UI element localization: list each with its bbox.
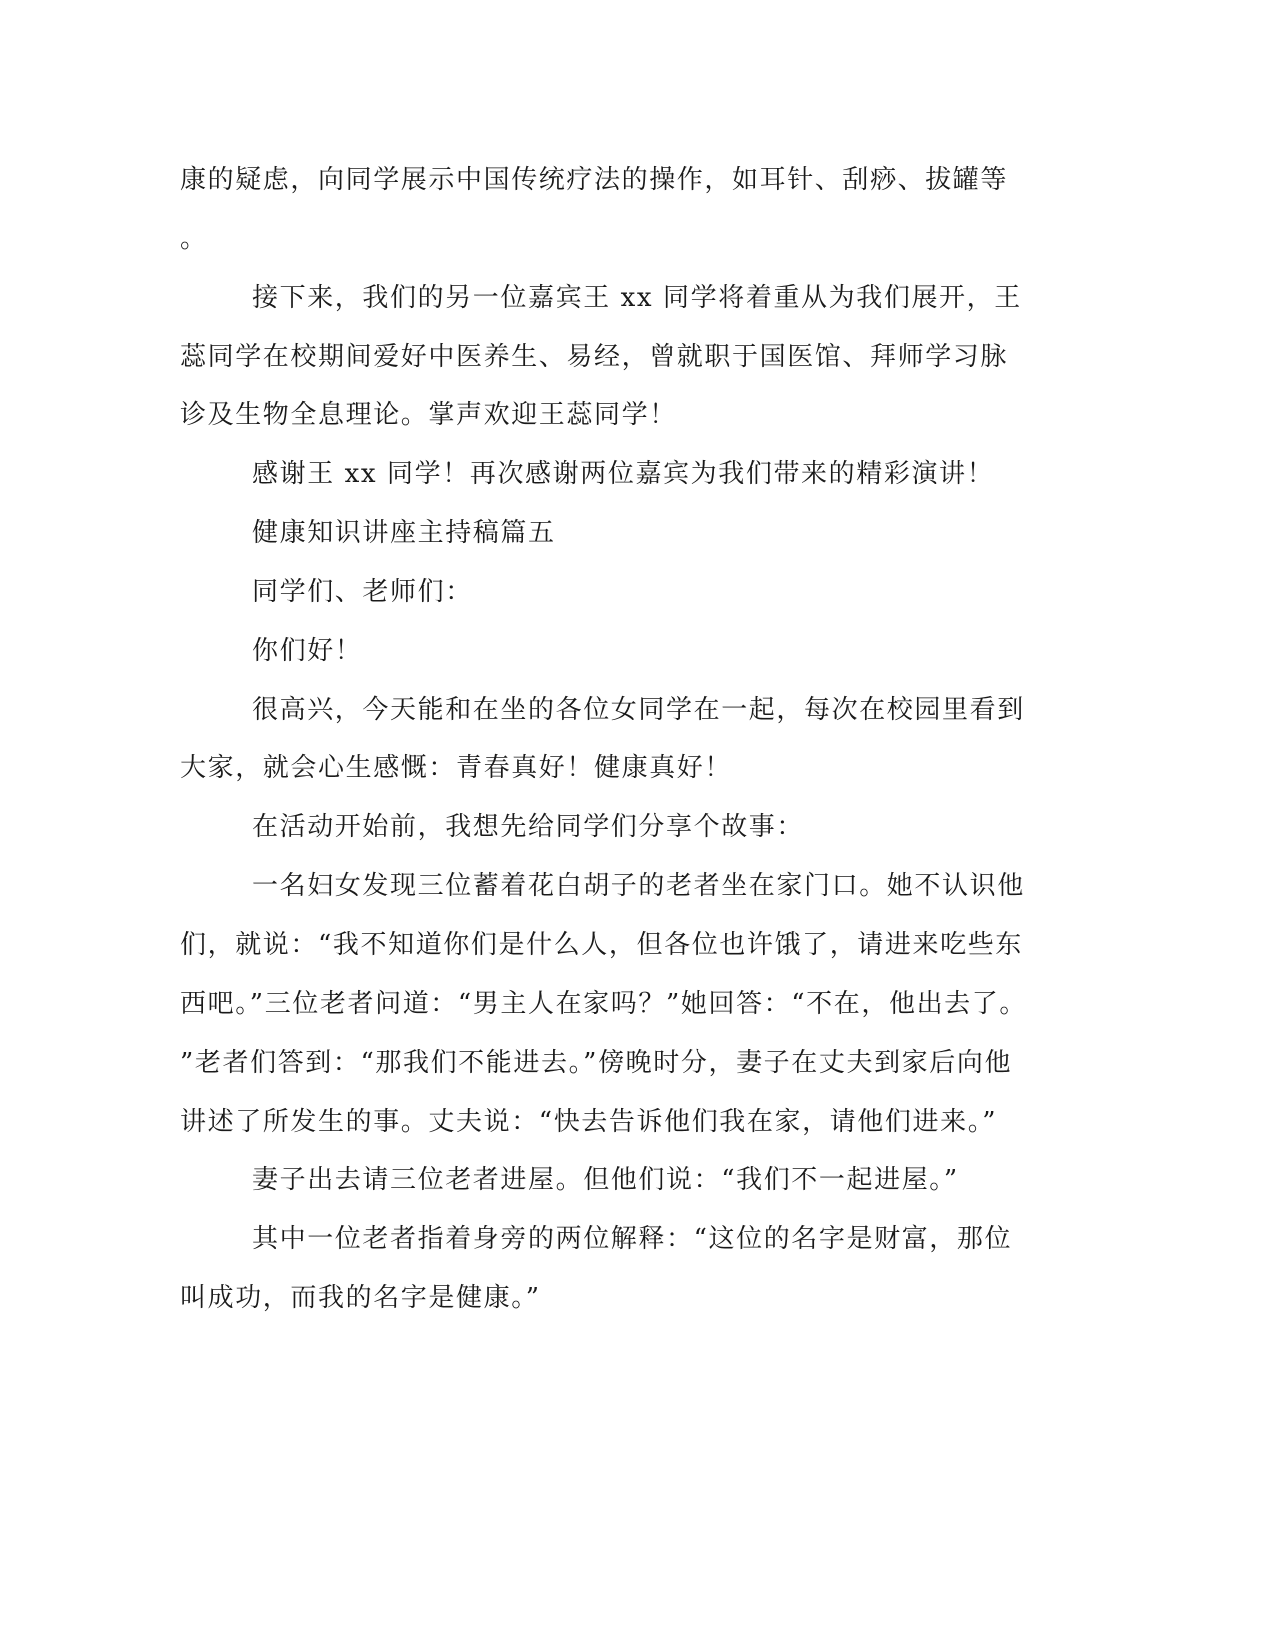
text-line: 康的疑虑，向同学展示中国传统疗法的操作，如耳针、刮痧、拔罐等 [180, 165, 1009, 195]
section-heading [180, 504, 1040, 563]
text-line: ”老者们答到：“那我们不能进去。”傍晚时分，妻子在丈夫到家后向他 [180, 1047, 1013, 1078]
text-line: 很高兴，今天能和在坐的各位女同学在一起，每次在校园里看到 [252, 694, 1025, 725]
paragraph [180, 445, 1040, 504]
text-line: 妻子出去请三位老者进屋。但他们说：“我们不一起进屋。” [252, 1165, 959, 1196]
text-line: 讲述了所发生的事。丈夫说：“快去告诉他们我在家，请他们进来。” [180, 1106, 998, 1137]
text-line: 诊及生物全息理论。掌声欢迎王蕊同学！ [180, 400, 677, 431]
text-line: 健康知识讲座主持稿篇五 [252, 518, 556, 549]
text-line: 感谢王 xx 同学！再次感谢两位嘉宾为我们带来的精彩演讲！ [252, 459, 995, 490]
text-line: 。 [180, 223, 208, 254]
text-line: 们，就说：“我不知道你们是什么人，但各位也许饿了，请进来吃些东 [180, 929, 1023, 960]
text-line: 蕊同学在校期间爱好中医养生、易经，曾就职于国医馆、拜师学习脉 [180, 341, 1009, 372]
text-line: 在活动开始前，我想先给同学们分享个故事： [252, 812, 805, 843]
salutation [180, 563, 1040, 622]
paragraph [180, 798, 1040, 857]
paragraph [180, 1210, 1040, 1328]
text-line: 西吧。”三位老者问道：“男主人在家吗？”她回答：“不在，他出去了。 [180, 988, 1027, 1019]
greeting [180, 622, 1040, 681]
paragraph [180, 269, 1040, 446]
text-line: 一名妇女发现三位蓄着花白胡子的老者坐在家门口。她不认识他 [252, 871, 1025, 902]
paragraph [180, 151, 1040, 269]
text-line: 叫成功，而我的名字是健康。” [180, 1283, 541, 1314]
text-line: 同学们、老师们： [252, 576, 473, 607]
paragraph [180, 1151, 1040, 1210]
text-line: 接下来，我们的另一位嘉宾王 xx 同学将着重从为我们展开，王 [252, 282, 1022, 313]
document-body [180, 151, 1040, 1328]
text-line: 你们好！ [252, 635, 363, 666]
paragraph [180, 681, 1040, 799]
text-line: 其中一位老者指着身旁的两位解释：“这位的名字是财富，那位 [252, 1224, 1013, 1255]
paragraph [180, 857, 1040, 1151]
text-line: 大家，就会心生感慨：青春真好！健康真好！ [180, 753, 733, 784]
